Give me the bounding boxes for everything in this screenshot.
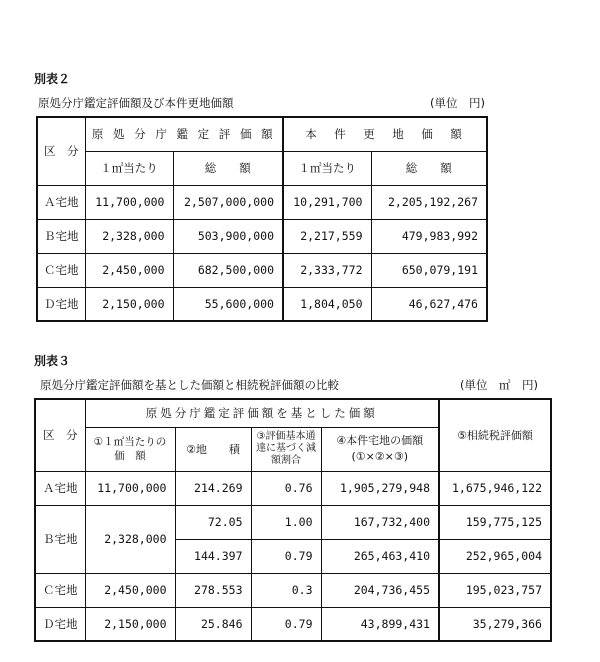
cell-vacant-total: 650,079,191 [371, 253, 487, 287]
cell-value: 204,736,455 [321, 573, 439, 607]
cell-total: 682,500,000 [173, 253, 283, 287]
table3-subtitle: 原処分庁鑑定評価額を基とした価額と相続税評価額の比較 [40, 378, 339, 392]
cell-vacant-total: 46,627,476 [371, 287, 487, 321]
cell-ratio: 0.79 [251, 539, 321, 573]
table3-group-header: 原処分庁鑑定評価額を基とした価額 [85, 399, 439, 427]
cell-value: 167,732,400 [321, 505, 439, 539]
cell-area: 278.553 [175, 573, 251, 607]
table3-value-header-line1: ④本件宅地の価額 [336, 434, 424, 447]
cell-area: 72.05 [175, 505, 251, 539]
cell-tax-value: 159,775,125 [439, 505, 551, 539]
row-label: Ｃ宅地 [35, 573, 85, 607]
table-row [37, 253, 487, 287]
table3-value-header-line2: (①×②×③) [351, 450, 409, 463]
table2-vacant-header: 本 件 更 地 価 額 [283, 117, 487, 151]
table3-value-header [321, 427, 439, 471]
cell-vacant-per-sqm: 10,291,700 [283, 185, 371, 219]
table-row [35, 471, 551, 505]
cell-value: 1,905,279,948 [321, 471, 439, 505]
table-row [35, 607, 551, 641]
cell-total: 503,900,000 [173, 219, 283, 253]
row-label: Ｂ宅地 [35, 505, 85, 573]
cell-per-sqm: 11,700,000 [85, 471, 175, 505]
cell-vacant-total: 2,205,192,267 [371, 185, 487, 219]
table-row [35, 505, 551, 539]
cell-per-sqm: 2,328,000 [85, 505, 175, 573]
table-row [37, 219, 487, 253]
table2-per-sqm-header: １㎡当たり [85, 151, 173, 185]
table2-vacant-total-header: 総 額 [371, 151, 487, 185]
row-label: Ａ宅地 [35, 471, 85, 505]
table2-total-header: 総 額 [173, 151, 283, 185]
table2-vacant-per-sqm-header: １㎡当たり [283, 151, 371, 185]
table3 [34, 398, 552, 642]
cell-vacant-total: 479,983,992 [371, 219, 487, 253]
row-label: Ｄ宅地 [37, 287, 85, 321]
cell-tax-value: 35,279,366 [439, 607, 551, 641]
cell-per-sqm: 2,150,000 [85, 607, 175, 641]
cell-area: 25.846 [175, 607, 251, 641]
cell-vacant-per-sqm: 2,217,559 [283, 219, 371, 253]
table2-unit: (単位 円) [430, 96, 485, 110]
table3-area-header: ②地 積 [175, 427, 251, 471]
cell-per-sqm: 2,328,000 [85, 219, 173, 253]
table2-subtitle: 原処分庁鑑定評価額及び本件更地価額 [38, 96, 234, 110]
cell-total: 55,600,000 [173, 287, 283, 321]
table-row [37, 287, 487, 321]
cell-ratio: 0.76 [251, 471, 321, 505]
table3-ratio-header: ③評価基本通達に基づく減額割合 [251, 427, 321, 471]
cell-total: 2,507,000,000 [173, 185, 283, 219]
cell-vacant-per-sqm: 1,804,050 [283, 287, 371, 321]
table2-kubun-header: 区 分 [37, 117, 85, 185]
cell-per-sqm: 2,450,000 [85, 573, 175, 607]
cell-area: 144.397 [175, 539, 251, 573]
table-row [35, 573, 551, 607]
cell-value: 265,463,410 [321, 539, 439, 573]
cell-per-sqm: 2,450,000 [85, 253, 173, 287]
cell-tax-value: 1,675,946,122 [439, 471, 551, 505]
cell-per-sqm: 2,150,000 [85, 287, 173, 321]
cell-value: 43,899,431 [321, 607, 439, 641]
cell-ratio: 1.00 [251, 505, 321, 539]
table3-tax-value-header: ⑤相続税評価額 [439, 399, 551, 471]
cell-tax-value: 252,965,004 [439, 539, 551, 573]
row-label: Ｄ宅地 [35, 607, 85, 641]
table3-caption: 別表３ [34, 354, 71, 368]
table2-caption: 別表２ [34, 72, 71, 86]
row-label: Ｃ宅地 [37, 253, 85, 287]
table3-per-sqm-header: ①１㎡当たりの 価 額 [85, 427, 175, 471]
cell-vacant-per-sqm: 2,333,772 [283, 253, 371, 287]
table2-appraisal-header: 原 処 分 庁 鑑 定 評 価 額 [85, 117, 283, 151]
cell-ratio: 0.3 [251, 573, 321, 607]
cell-tax-value: 195,023,757 [439, 573, 551, 607]
table3-kubun-header: 区 分 [35, 399, 85, 471]
table2 [36, 116, 488, 322]
cell-ratio: 0.79 [251, 607, 321, 641]
table-row [37, 185, 487, 219]
table3-unit: (単位 ㎡ 円) [460, 378, 538, 392]
row-label: Ａ宅地 [37, 185, 85, 219]
cell-area: 214.269 [175, 471, 251, 505]
row-label: Ｂ宅地 [37, 219, 85, 253]
cell-per-sqm: 11,700,000 [85, 185, 173, 219]
